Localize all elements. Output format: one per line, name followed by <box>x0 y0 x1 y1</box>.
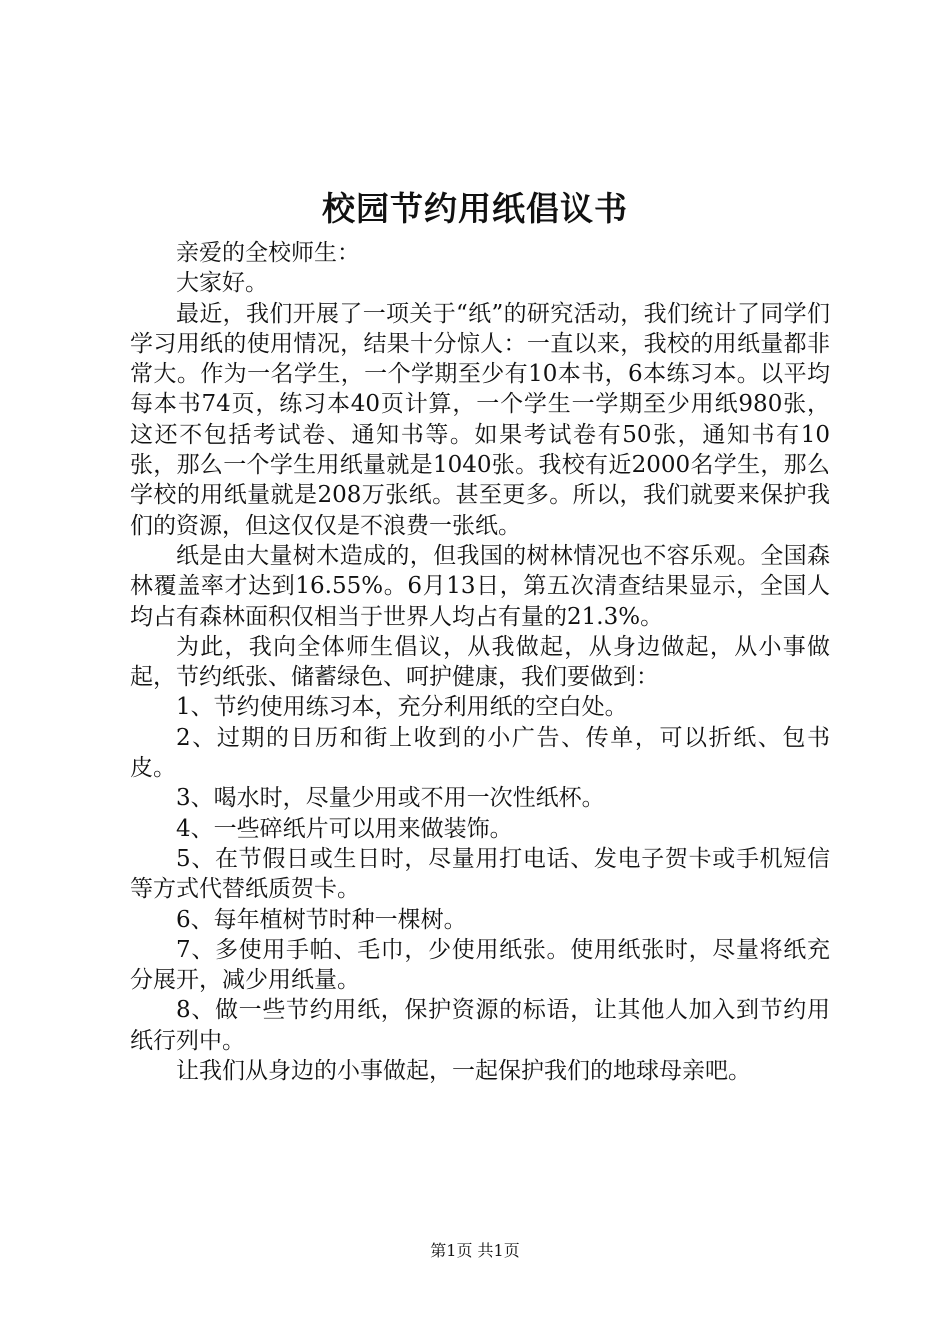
list-item: 8、做一些节约用纸，保护资源的标语，让其他人加入到节约用纸行列中。 <box>130 997 830 1054</box>
list-item: 2、过期的日历和街上收到的小广告、传单，可以折纸、包书皮。 <box>130 724 830 782</box>
document-body <box>130 238 830 1086</box>
document-title: 校园节约用纸倡议书 <box>322 189 628 228</box>
page-footer: 第1页 共1页 <box>430 1241 520 1260</box>
list-item: 7、多使用手帕、毛巾，少使用纸张。使用纸张时，尽量将纸充分展开，减少用纸量。 <box>130 936 830 994</box>
paragraph: 纸是由大量树木造成的，但我国的树林情况也不容乐观。全国森林覆盖率才达到16.55%。6月13日，第五次清查结果显示，全国人均占有森林面积仅相当于世界人均占有量的21.3%。 <box>130 542 830 630</box>
list-item: 5、在节假日或生日时，尽量用打电话、发电子贺卡或手机短信等方式代替纸质贺卡。 <box>130 845 830 903</box>
list-item: 6、每年植树节时种一棵树。 <box>176 906 467 933</box>
salutation: 大家好。 <box>176 270 268 297</box>
greeting: 亲爱的全校师生： <box>176 240 360 266</box>
paragraph: 为此，我向全体师生倡议，从我做起，从身边做起，从小事做起，节约纸张、储蓄绿色、呵护健康，我们要做到： <box>130 633 830 691</box>
list-item: 3、喝水时，尽量少用或不用一次性纸杯。 <box>176 785 605 812</box>
list-item: 4、一些碎纸片可以用来做装饰。 <box>176 815 513 842</box>
list-item: 1、节约使用练习本，充分利用纸的空白处。 <box>176 694 628 721</box>
paragraph: 最近，我们开展了一项关于“纸”的研究活动，我们统计了同学们学习用纸的使用情况，结果十分惊人：一直以来，我校的用纸量都非常大。作为一名学生，一个学期至少有10本书，6本练习本。以平均每本书74页，练习本40页计算，一个学生一学期至少用纸980张，这还不包括考试卷、通知书等。如果考试卷有50张，通知书有10张，那么一个学生用纸量就是1040张。我校有近2000名学生，那么学校的用纸量就是208万张纸。甚至更多。所以，我们就要来保护我们的资源，但这仅仅是不浪费一张纸。 <box>130 300 830 539</box>
closing: 让我们从身边的小事做起，一起保护我们的地球母亲吧。 <box>176 1058 751 1085</box>
